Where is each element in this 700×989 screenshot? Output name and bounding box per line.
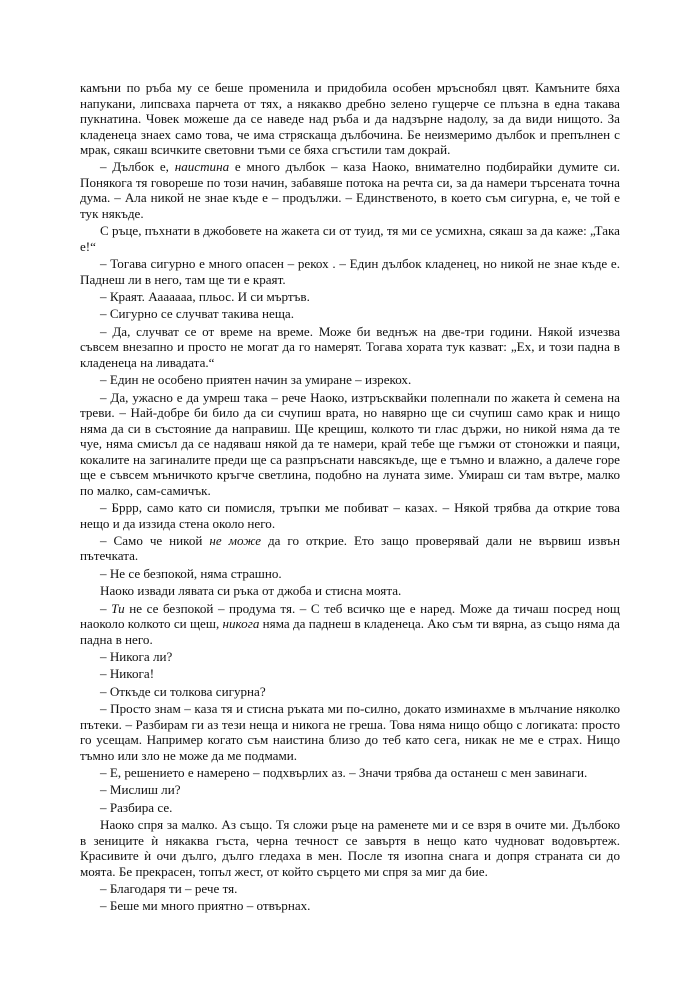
- text-run: – Просто знам – каза тя и стисна ръката ми по-силно, докато изминахме в мълчание няколко пътеки. – Разбирам ги аз тези неща и никога не греша. Това няма нищо общо с логиката: просто го усещам. Например когато съм наистина близо до теб като сега, никак не ме е страх. Нищо тъмно или зло не може да ме подмами.: [80, 701, 620, 763]
- paragraph: [80, 372, 620, 388]
- text-run: С ръце, пъхнати в джобовете на жакета си от туид, тя ми се усмихна, сякаш за да каже: „Така е!“: [80, 223, 620, 254]
- text-run: е много дълбок – каза Наоко, внимателно подбирайки думите си. Понякога тя говореше по този начин, забавяше потока на речта си, за да намери търсената точна дума. – Ала никой не знае къде е – продължи. – Единственото, в което съм сигурна, е, че той е тук някъде.: [80, 159, 620, 221]
- paragraph: [80, 80, 620, 158]
- text-run: не се безпокой – продума тя. – С теб всичко ще е наред. Може да тичаш посред нощ наоколо колкото си щеш,: [80, 600, 621, 632]
- text-run: – Е, решението е намерено – подхвърлих аз. – Значи трябва да останеш с мен завинаги.: [100, 765, 588, 781]
- paragraph: [80, 701, 620, 763]
- paragraph: [80, 324, 620, 371]
- paragraph: [80, 289, 620, 305]
- paragraph: [80, 666, 620, 682]
- text-run: – Мислиш ли?: [100, 782, 181, 798]
- paragraph: [80, 223, 620, 254]
- text-run: – Никога!: [100, 666, 155, 682]
- paragraph: [80, 601, 620, 648]
- text-run: – Краят. Ааааааа, пльос. И си мъртъв.: [100, 289, 310, 305]
- paragraph: [80, 566, 620, 582]
- paragraph: [80, 533, 620, 564]
- text-run: – Благодаря ти – рече тя.: [100, 881, 238, 897]
- text-run: – Откъде си толкова сигурна?: [100, 683, 266, 699]
- text-run: камъни по ръба му се беше променила и придобила особен мръснобял цвят. Камъните бяха напукани, липсваха парчета от тях, а някакво дребно зелено гущерче се плъзна в една такава пукнатина. Човек можеше да се наведе над ръба и да надзърне надолу, за да види нищото. За кладенеца знаех само това, че има стряскаща дълбочина. Бе неизмеримо дълбок и препълнен с мрак, сякаш всичките световни тъми се бяха сгъстили там докрай.: [80, 80, 620, 157]
- paragraph: [80, 881, 620, 897]
- book-page: [80, 80, 620, 916]
- paragraph: [80, 390, 620, 499]
- paragraph: [80, 500, 620, 531]
- paragraph: [80, 898, 620, 914]
- text-run: – Тогава сигурно е много опасен – рекох . – Един дълбок кладенец, но никой не знае къде е. Паднеш ли в него, там ще ти е краят.: [80, 256, 620, 287]
- text-run: – Никога ли?: [100, 648, 173, 664]
- paragraph: [80, 159, 620, 221]
- emphasis-text: Ти: [111, 600, 125, 616]
- text-run: – Само че никой: [100, 532, 210, 548]
- emphasis-text: не може: [209, 532, 262, 548]
- paragraph: [80, 649, 620, 665]
- text-run: –: [100, 600, 112, 616]
- paragraph: [80, 782, 620, 798]
- paragraph: [80, 256, 620, 287]
- text-run: – Сигурно се случват такива неща.: [100, 306, 295, 322]
- text-run: няма да паднеш в кладенеца. Ако съм ти вярна, аз също няма да падна в него.: [80, 616, 620, 647]
- text-run: – Дълбок е,: [100, 159, 175, 175]
- text-run: Наоко спря за малко. Аз също. Тя сложи ръце на раменете ми и се взря в очите ми. Дълбоко в зениците ѝ някаква гъста, черна течност се завъртя в нещо като чудноват водовъртеж. Красивите ѝ очи дълго, дълго гледаха в мен. После тя изопна снага и допря страната си до моята. Бе прекрасен, топъл жест, от който сърцето ми спря за миг да бие.: [80, 817, 620, 879]
- paragraph: [80, 583, 620, 599]
- text-run: – Беше ми много приятно – отвърнах.: [100, 898, 311, 914]
- paragraph: [80, 684, 620, 700]
- text-run: – Един не особено приятен начин за умиране – изрекох.: [100, 372, 412, 388]
- text-run: – Разбира се.: [100, 799, 173, 815]
- paragraph: [80, 817, 620, 879]
- text-run: – Да, ужасно е да умреш така – рече Наоко, изтръсквайки полепнали по жакета ѝ семена на треви. – Най-добре би било да си счупиш врата, но навярно ще си счупиш само крак и нищо няма да си в състояние да направиш. Ще крещиш, колкото ти глас държи, но никой няма да те чуе, няма смисъл да се надяваш някой да те намери, край тебе ще гъмжи от стоножки и паяци, кокалите на загиналите преди ще са разпръснати навсякъде, ще е тъмно и влажно, а далече горе ще е съвсем мъничкото кръгче светлина, подобно на луната зиме. Умираш си там вътре, малко по малко, сам-самичък.: [80, 389, 620, 498]
- text-run: да го открие. Ето защо проверявай дали не вървиш извън пътечката.: [80, 532, 620, 564]
- paragraph: [80, 800, 620, 816]
- paragraph: [80, 765, 620, 781]
- text-run: – Бррр, само като си помисля, тръпки ме побиват – казах. – Някой трябва да открие това нещо и да иззида стена около него.: [80, 500, 620, 531]
- text-run: – Не се безпокой, няма страшно.: [100, 565, 282, 581]
- text-run: – Да, случват се от време на време. Може би веднъж на две-три години. Някой изчезва съвсем внезапно и просто не могат да го намерят. Тогава хората тук казват: „Ех, и този падна в кладенеца на ливадата.“: [80, 323, 620, 370]
- paragraph: [80, 306, 620, 322]
- emphasis-text: наистина: [174, 159, 230, 175]
- emphasis-text: никога: [222, 616, 260, 632]
- text-run: Наоко извади лявата си ръка от джоба и стисна моята.: [100, 583, 402, 599]
